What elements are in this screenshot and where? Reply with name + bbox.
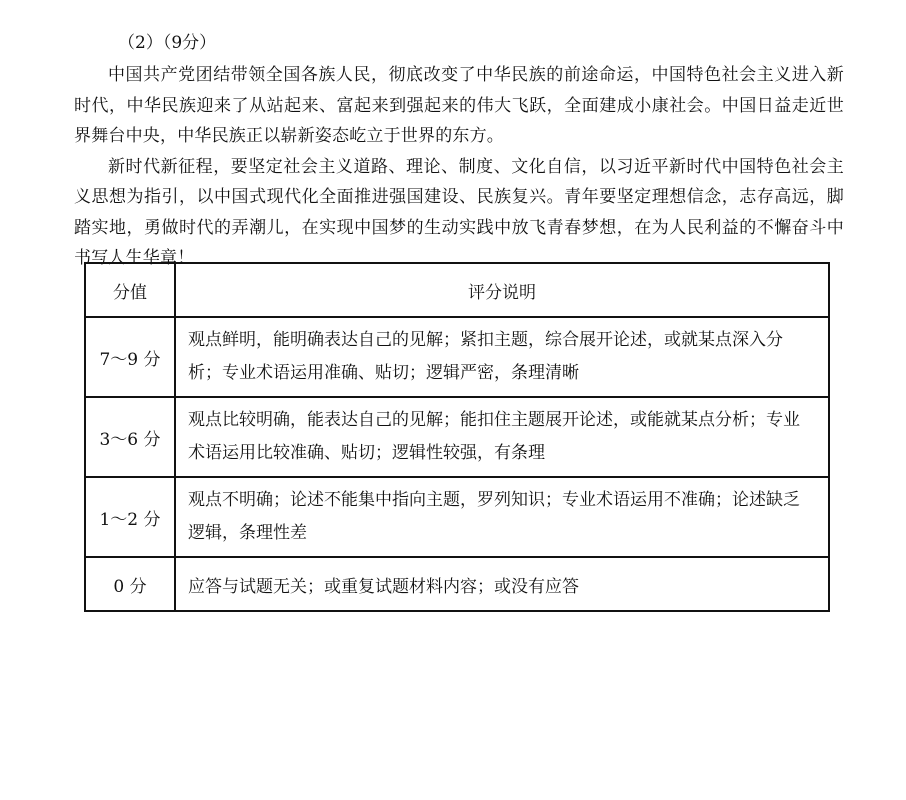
score-cell: 1～2 分: [85, 477, 175, 557]
score-cell: 3～6 分: [85, 397, 175, 477]
table-row: [85, 397, 829, 477]
scoring-rubric-table: [84, 262, 830, 612]
score-column-header: 分值: [85, 263, 175, 317]
table-row: [85, 557, 829, 611]
score-cell: 0 分: [85, 557, 175, 611]
table-header-row: [85, 263, 829, 317]
score-cell: 7～9 分: [85, 317, 175, 397]
description-column-header: 评分说明: [175, 263, 829, 317]
description-cell: 观点比较明确，能表达自己的见解；能扣住主题展开论述，或能就某点分析；专业术语运用比较准确、贴切；逻辑性较强，有条理: [175, 397, 829, 477]
description-cell: 观点鲜明，能明确表达自己的见解；紧扣主题，综合展开论述，或就某点深入分析；专业术语运用准确、贴切；逻辑严密，条理清晰: [175, 317, 829, 397]
description-cell: 观点不明确；论述不能集中指向主题，罗列知识；专业术语运用不准确；论述缺乏逻辑，条理性差: [175, 477, 829, 557]
question-heading: （2）（9分）: [118, 33, 217, 53]
answer-key-section: [74, 28, 844, 597]
answer-paragraph-2: 新时代新征程，要坚定社会主义道路、理论、制度、文化自信，以习近平新时代中国特色社会主义思想为指引，以中国式现代化全面推进强国建设、民族复兴。青年要坚定理想信念，志存高远，脚踏实地，勇做时代的弄潮儿，在实现中国梦的生动实践中放飞青春梦想，在为人民利益的不懈奋斗中书写人生华章！: [74, 156, 844, 268]
description-cell: 应答与试题无关；或重复试题材料内容；或没有应答: [175, 557, 829, 611]
answer-paragraph-1: 中国共产党团结带领全国各族人民，彻底改变了中华民族的前途命运，中国特色社会主义进入新时代，中华民族迎来了从站起来、富起来到强起来的伟大飞跃，全面建成小康社会。中国日益走近世界舞台中央，中华民族正以崭新姿态屹立于世界的东方。: [74, 65, 844, 146]
table-row: [85, 477, 829, 557]
table-row: [85, 317, 829, 397]
